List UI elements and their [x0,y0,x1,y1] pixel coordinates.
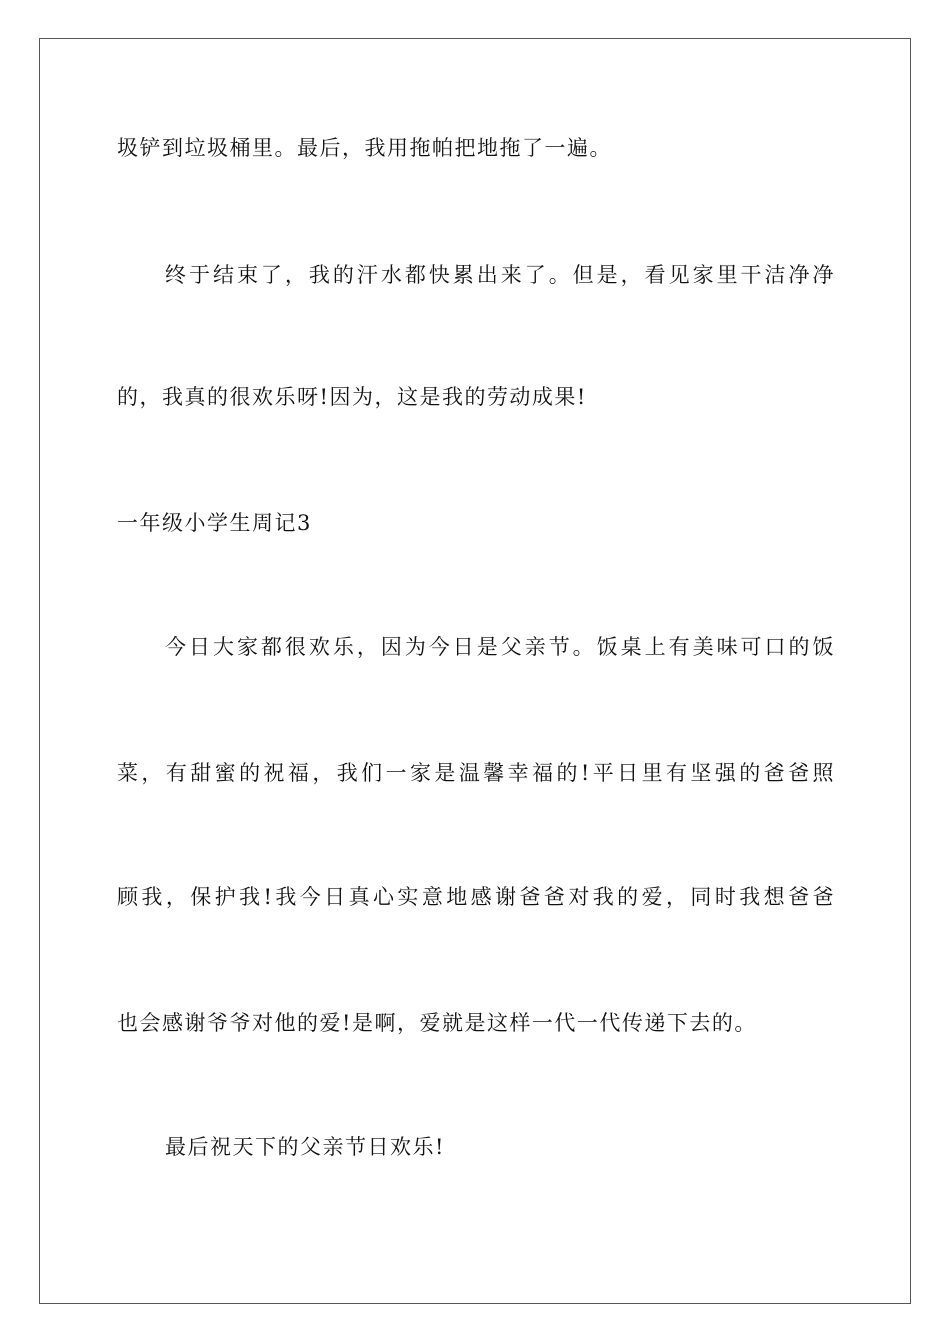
paragraph-line: 的，我真的很欢乐呀!因为，这是我的劳动成果! [117,385,587,409]
paragraph-line: 也会感谢爷爷对他的爱!是啊，爱就是这样一代一代传递下去的。 [117,1011,757,1035]
paragraph-line: 今日大家都很欢乐，因为今日是父亲节。饭桌上有美味可口的饭 [165,635,835,659]
paragraph-line: 最后祝天下的父亲节日欢乐! [165,1135,445,1159]
paragraph-line: 菜，有甜蜜的祝福，我们一家是温馨幸福的!平日里有坚强的爸爸照 [117,761,835,785]
paragraph-line: 终于结束了，我的汗水都快累出来了。但是，看见家里干洁净净 [165,263,835,287]
paragraph-line: 顾我，保护我!我今日真心实意地感谢爸爸对我的爱，同时我想爸爸 [117,885,835,909]
paragraph-line: 圾铲到垃圾桶里。最后，我用拖帕把地拖了一遍。 [117,136,612,160]
page-frame [39,38,911,1304]
section-heading: 一年级小学生周记3 [117,511,312,535]
